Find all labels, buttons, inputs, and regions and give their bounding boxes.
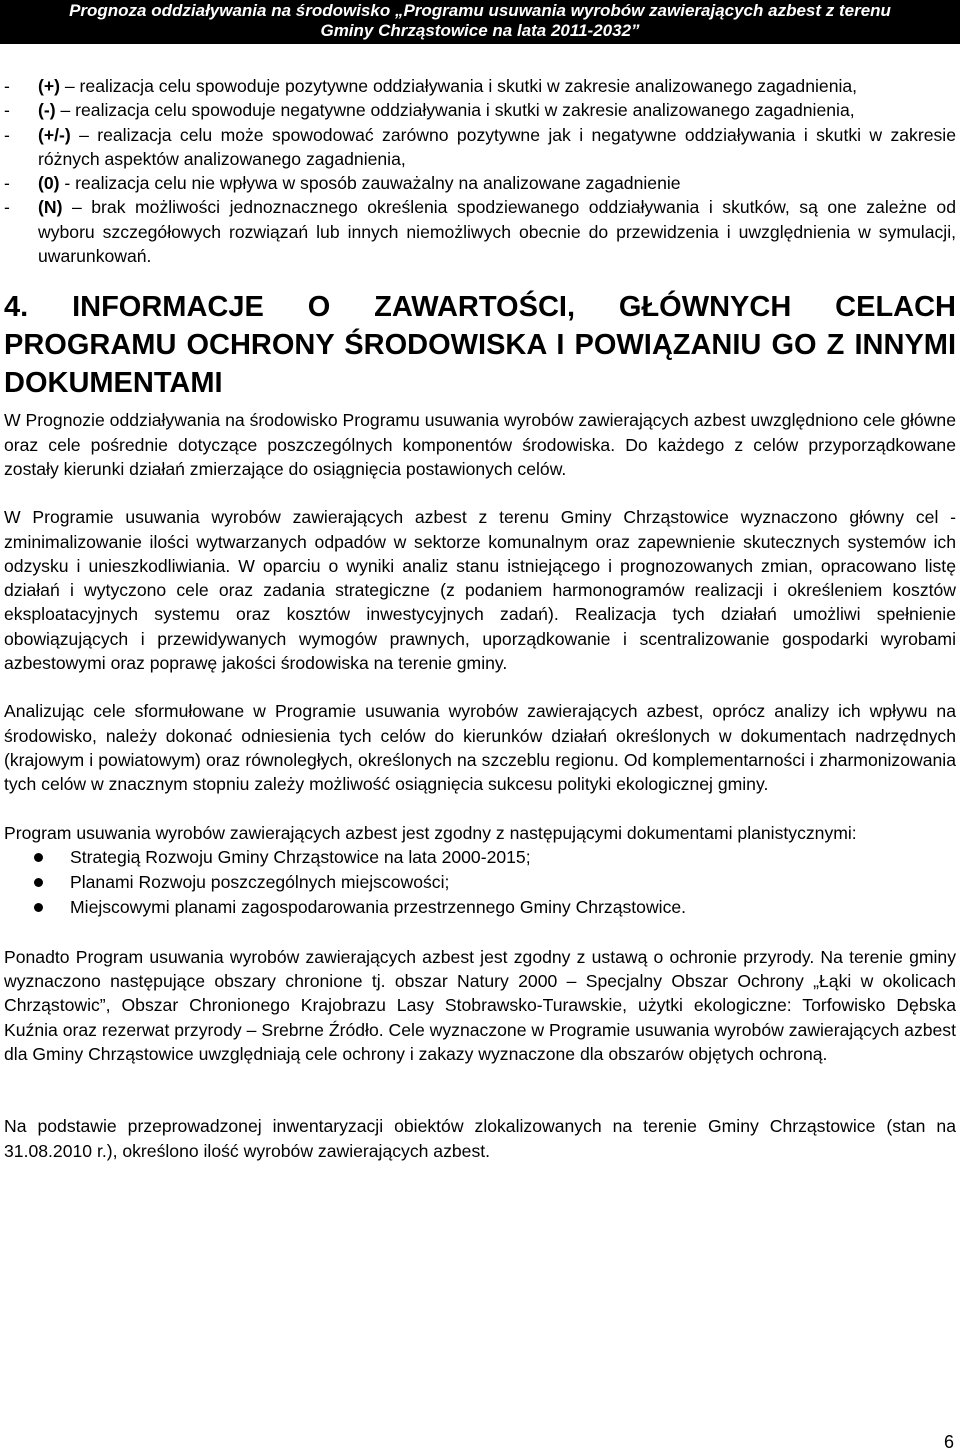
spacer [4, 797, 956, 821]
bullet-icon [34, 853, 43, 862]
paragraph-5: Ponadto Program usuwania wyrobów zawierających azbest jest zgodny z ustawą o ochronie przyrody. Na terenie gminy wyznaczono następujące obszary chronione tj. obszar Natury 2000 – Specjalny Obszar Ochrony „Łąki w okolicach Chrząstowic”, Obszar Chronionego Krajobrazu Lasy Stobrawsko-Turawskie, użytki ekologiczne: Torfowisko Dębska Kuźnia oraz rezerwat przyrody – Srebrne Źródło. Cele wyznaczone w Programie usuwania wyrobów zawierających azbest dla Gminy Chrząstowice uwzględniają cele ochrony i zakazy wyznaczone dla obszarów objętych ochroną. [4, 946, 956, 1064]
dash-marker: - [4, 173, 10, 194]
legend-item [4, 74, 956, 98]
legend-text: – realizacja celu może spowodować zarówno pozytywne jak i negatywne oddziaływania i skutki w zakresie różnych aspektów analizowanego zagadnienia, [38, 124, 956, 169]
legend-code: (+) [38, 76, 60, 96]
spacer [4, 1090, 956, 1114]
legend-code: (-) [38, 100, 56, 121]
header-line-2: Gminy Chrząstowice na lata 2011-2032” [320, 21, 640, 40]
legend-item [4, 195, 956, 268]
page-number: 6 [943, 1432, 954, 1452]
document-item-text: Planami Rozwoju poszczególnych miejscowości; [70, 872, 450, 893]
spacer [4, 675, 956, 699]
bullet-icon [34, 903, 43, 912]
paragraph-1: W Prognozie oddziaływania na środowisko Programu usuwania wyrobów zawierających azbest uwzględniono cele główne oraz cele pośrednie dotyczące poszczególnych komponentów środowiska. Do każdego z celów przyporządkowane zostały kierunki działań zmierzające do osiągnięcia postawionych celów. [4, 410, 956, 479]
legend-item [4, 171, 956, 195]
dash-marker: - [4, 100, 10, 121]
header-line-1: Prognoza oddziaływania na środowisko „Programu usuwania wyrobów zawierających azbest z terenu [69, 1, 891, 20]
document-list-item [4, 895, 956, 920]
document-item-text: Miejscowymi planami zagospodarowania przestrzennego Gminy Chrząstowice. [70, 897, 687, 918]
dash-marker: - [4, 124, 10, 145]
spacer [4, 481, 956, 505]
legend-item [4, 98, 956, 122]
legend-code: (+/-) [38, 124, 71, 145]
impact-legend-list [4, 74, 956, 268]
document-header [0, 0, 960, 44]
paragraph-3: Analizując cele sformułowane w Programie usuwania wyrobów zawierających azbest, oprócz analizy ich wpływu na środowisko, należy dokonać odniesienia tych celów do kierunków działań określonych w dokumentach nadrzędnych (krajowym i powiatowym) oraz równoległych, określonych na szczeblu regionu. Od komplementarności i zharmonizowania tych celów w znacznym stopniu zależy możliwość osiągnięcia sukcesu polityki ekologicznej gminy. [4, 701, 956, 795]
document-list-item [4, 845, 956, 870]
paragraph-2: W Programie usuwania wyrobów zawierających azbest z terenu Gminy Chrząstowice wyznaczono główny cel - zminimalizowanie ilości wytwarzanych odpadów w sektorze komunalnym oraz zapewnienie skutecznych systemów ich odzysku i unieszkodliwiania. W oparciu o wyniki analiz stanu istniejącego i prognozowanych zmian, opracowano listę działań i wytyczono cele oraz zadania strategiczne (z podaniem harmonogramów realizacji i określeniem kosztów eksploatacyjnych systemu oraz kosztów inwestycyjnych zadań). Realizacja tych działań umożliwi spełnienie obowiązujących i przewidywanych wymogów prawnych, uporządkowanie i scentralizowanie gospodarki wyrobami azbestowymi oraz poprawę jakości środowiska na terenie gminy. [4, 507, 956, 674]
legend-text: - realizacja celu nie wpływa w sposób zauważalny na analizowane zagadnienie [59, 173, 681, 194]
documents-list [4, 845, 956, 921]
spacer [4, 1066, 956, 1090]
dash-marker: - [4, 76, 10, 96]
legend-text: – brak możliwości jednoznacznego określenia spodziewanego oddziaływania i skutków, są one zależne od wyboru szczegółowych rozwiązań lub innych niemożliwych obecnie do przewidzenia i uwzględnienia w symulacji, uwarunkowań. [38, 197, 956, 267]
section-heading: 4. INFORMACJE O ZAWARTOŚCI, GŁÓWNYCH CELACH PROGRAMU OCHRONY ŚRODOWISKA I POWIĄZANIU GO Z INNYMI DOKUMENTAMI [4, 291, 956, 400]
legend-text: – realizacja celu spowoduje negatywne oddziaływania i skutki w zakresie analizowanego zagadnienia, [55, 100, 855, 121]
paragraph-6: Na podstawie przeprowadzonej inwentaryzacji obiektów zlokalizowanych na terenie Gminy Chrząstowice (stan na 31.08.2010 r.), określono ilość wyrobów zawierających azbest. [4, 1116, 956, 1161]
page-content [4, 74, 956, 1163]
spacer [4, 921, 956, 945]
dash-marker: - [4, 197, 10, 218]
legend-text: – realizacja celu spowoduje pozytywne oddziaływania i skutki w zakresie analizowanego zagadnienia, [60, 76, 858, 96]
legend-code: (N) [38, 197, 63, 218]
legend-item [4, 123, 956, 172]
document-item-text: Strategią Rozwoju Gminy Chrząstowice na lata 2000-2015; [70, 846, 531, 867]
document-list-item [4, 870, 956, 895]
paragraph-4: Program usuwania wyrobów zawierających azbest jest zgodny z następującymi dokumentami planistycznymi: [4, 822, 857, 843]
bullet-icon [34, 878, 43, 887]
legend-code: (0) [38, 173, 60, 194]
